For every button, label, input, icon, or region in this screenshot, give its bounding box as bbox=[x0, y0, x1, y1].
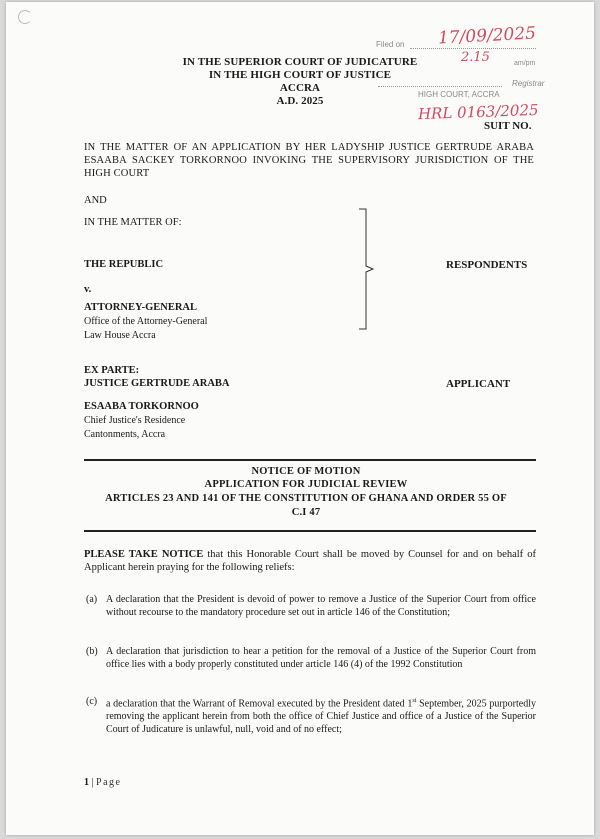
applicant-label: APPLICANT bbox=[446, 378, 511, 390]
notice-title-line2: APPLICATION FOR JUDICIAL REVIEW bbox=[204, 479, 408, 490]
matter-statement: IN THE MATTER OF AN APPLICATION BY HER LADYSHIP JUSTICE GERTRUDE ARABA ESAABA SACKEY TORKORNOO INVOKING THE SUPERVISORY JURISDICTION OF THE HIGH COURT bbox=[84, 142, 534, 179]
document-page bbox=[6, 2, 594, 835]
title-bottom-rule bbox=[84, 530, 536, 532]
republic-party: THE REPUBLIC bbox=[84, 259, 164, 270]
respondents-bracket bbox=[358, 208, 374, 330]
attorney-general-party: ATTORNEY-GENERAL bbox=[84, 302, 197, 313]
title-top-rule bbox=[84, 459, 536, 461]
stamp-filed-on: Filed on bbox=[376, 40, 405, 49]
relief-text bbox=[106, 695, 536, 736]
relief-label: (b) bbox=[86, 646, 98, 657]
page-word: Page bbox=[96, 777, 122, 788]
page-footer bbox=[84, 777, 121, 788]
relief-text: A declaration that jurisdiction to hear a petition for the removal of a Justice of the Superior Court from office lies with a body properly constituted under article 146 (4) of the 1992 Constitution bbox=[106, 646, 536, 670]
ag-address-line2: Law House Accra bbox=[84, 330, 156, 341]
please-take-notice: PLEASE TAKE NOTICE bbox=[84, 549, 204, 560]
relief-label: (c) bbox=[86, 696, 98, 707]
notice-intro-paragraph bbox=[84, 548, 536, 574]
relief-c-text-part2: September, 2025 purportedly removing the applicant herein from both the office of Chief Justice and office of a Justice of the Superior Court of Judicature is unlawful, null, void and of no effect; bbox=[106, 698, 536, 736]
stamp-dotted-line bbox=[410, 48, 536, 49]
notice-title-line4: C.I 47 bbox=[291, 507, 321, 518]
stamp-suit-number-handwritten: HRL 0163/2025 bbox=[417, 100, 539, 124]
applicant-address-line2: Cantonments, Accra bbox=[84, 429, 166, 440]
versus-label: v. bbox=[84, 284, 92, 295]
relief-b bbox=[86, 645, 536, 671]
stamp-date-handwritten: 17/09/2025 bbox=[437, 23, 537, 49]
applicant-address-line1: Chief Justice's Residence bbox=[84, 415, 186, 426]
applicant-name-line1: JUSTICE GERTRUDE ARABA bbox=[84, 378, 230, 389]
relief-text: A declaration that the President is devoid of power to remove a Justice of the Superior Court from office without recourse to the mandatory procedure set out in article 146 of the Constitution; bbox=[106, 594, 536, 618]
ex-parte-label: EX PARTE: bbox=[84, 365, 140, 376]
corner-mark bbox=[18, 10, 32, 24]
notice-title-line1: NOTICE OF MOTION bbox=[251, 466, 361, 477]
relief-c-text-part1: a declaration that the Warrant of Removal executed by the President dated 1 bbox=[106, 698, 413, 710]
court-title-line1: IN THE SUPERIOR COURT OF JUDICATURE bbox=[182, 56, 418, 68]
relief-a bbox=[86, 593, 536, 619]
relief-c bbox=[86, 695, 536, 736]
respondents-label: RESPONDENTS bbox=[446, 259, 528, 271]
page-separator: | bbox=[89, 777, 97, 788]
stamp-registrar-line bbox=[378, 86, 502, 87]
stamp-registrar: Registrar bbox=[512, 79, 545, 88]
and-label: AND bbox=[84, 195, 107, 206]
relief-label: (a) bbox=[86, 594, 98, 605]
court-title-line2: IN THE HIGH COURT OF JUSTICE bbox=[208, 69, 392, 81]
stamp-time-handwritten: 2.15 bbox=[461, 50, 490, 65]
in-matter-of-label: IN THE MATTER OF: bbox=[84, 217, 182, 228]
court-year: A.D. 2025 bbox=[276, 95, 324, 107]
applicant-name-line2: ESAABA TORKORNOO bbox=[84, 401, 199, 412]
ag-address-line1: Office of the Attorney-General bbox=[84, 316, 208, 327]
stamp-time-suffix: am/pm bbox=[514, 60, 536, 67]
stamp-court: HIGH COURT, ACCRA bbox=[418, 90, 500, 99]
relief-c-ordinal: st bbox=[412, 698, 417, 704]
court-location: ACCRA bbox=[279, 82, 321, 94]
notice-title-line3: ARTICLES 23 AND 141 OF THE CONSTITUTION OF GHANA AND ORDER 55 OF bbox=[105, 493, 507, 504]
suit-no-label: SUIT NO. bbox=[484, 120, 532, 132]
page-number: 1 bbox=[84, 777, 89, 788]
notice-intro-text: that this Honorable Court shall be moved by Counsel for and on behalf of Applicant herein praying for the following reliefs: bbox=[84, 549, 537, 573]
